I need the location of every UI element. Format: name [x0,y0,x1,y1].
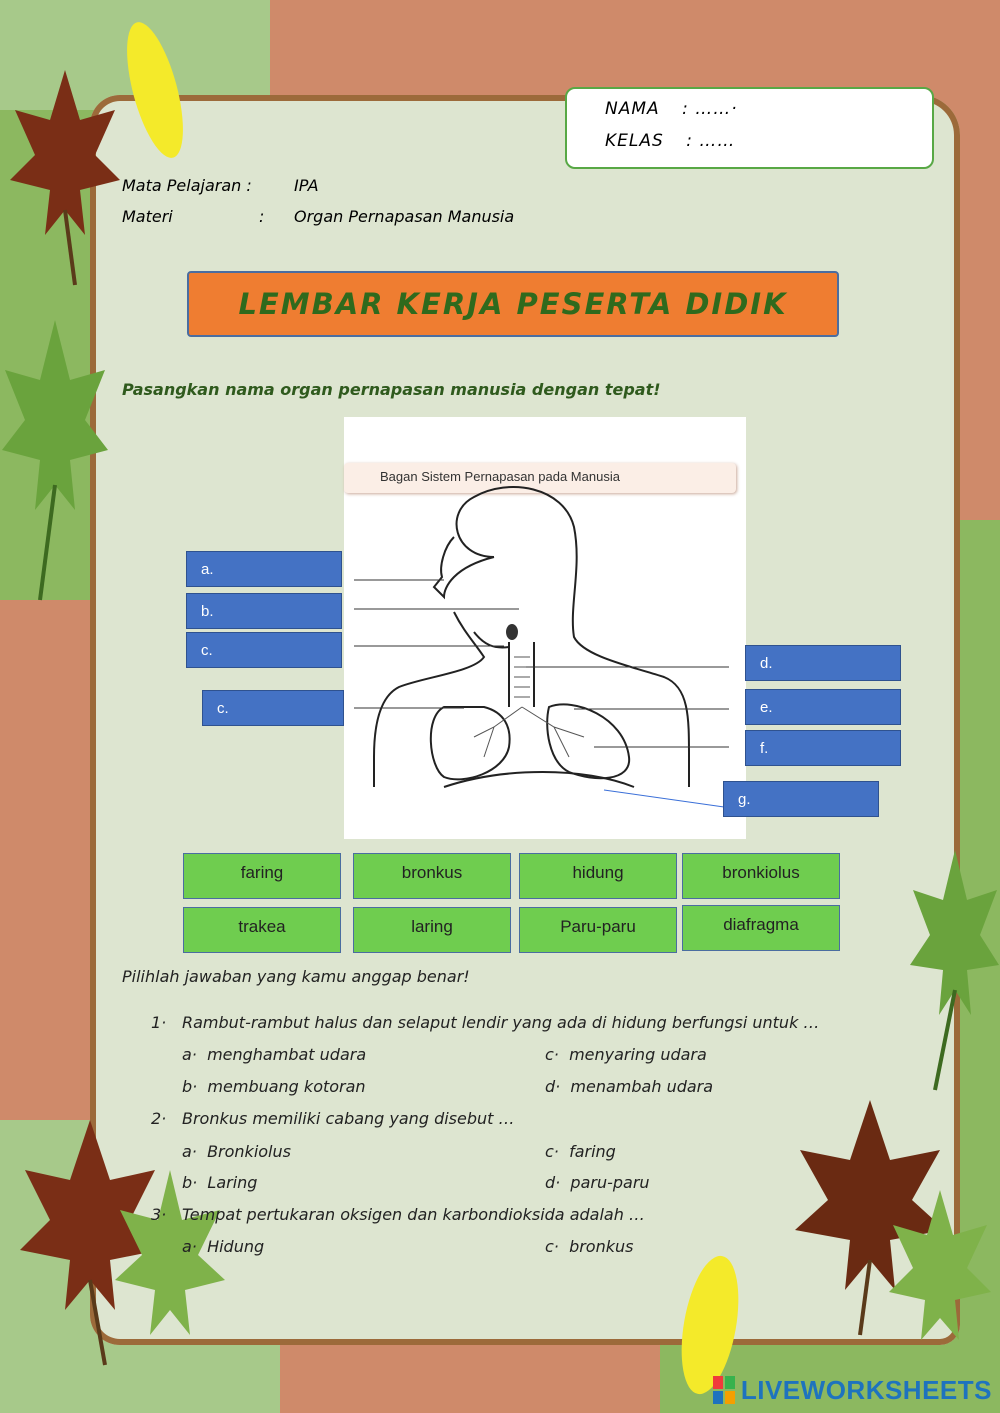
option-text: Laring [207,1173,258,1192]
choice-hidung[interactable]: hidung [519,853,677,899]
green-leaf-icon [905,840,1000,1100]
question-1-option-d[interactable] [545,1077,713,1096]
question-1-option-a[interactable] [182,1045,366,1064]
option-text: paru-paru [570,1173,650,1192]
liveworksheets-badge-icon [713,1376,737,1404]
answer-slot-f[interactable]: f. [745,730,901,766]
option-text: menambah udara [570,1077,714,1096]
choose-instruction: Pilihlah jawaban yang kamu anggap benar! [122,967,470,986]
green-leaf-icon [0,310,110,610]
question-3-text: Tempat pertukaran oksigen dan karbondioksida adalah … [182,1205,645,1224]
maple-leaf-icon [5,60,125,290]
question-2-option-d[interactable] [545,1173,650,1192]
question-3-option-a[interactable] [182,1237,264,1256]
question-2-text: Bronkus memiliki cabang yang disebut … [182,1109,515,1128]
title-banner [187,271,839,337]
option-key: c· [545,1237,559,1256]
question-3-option-c[interactable] [545,1237,633,1256]
green-leaf-icon [885,1180,995,1380]
option-text: Bronkiolus [207,1142,291,1161]
background-patch [0,600,100,1120]
answer-slot-c[interactable]: c. [186,632,342,668]
question-2-option-b[interactable] [182,1173,257,1192]
green-leaf-icon [110,1160,230,1380]
option-text: membuang kotoran [207,1077,366,1096]
yellow-leaf-icon [120,15,190,165]
option-key: b· [182,1077,198,1096]
question-2-option-c[interactable] [545,1142,616,1161]
subject-value: IPA [294,176,319,195]
nama-value[interactable]: : ……· [682,99,738,119]
body-outline-illustration [344,417,746,839]
question-1-number: 1· [151,1013,167,1032]
option-key: c· [545,1142,559,1161]
page-title: LEMBAR KERJA PESERTA DIDIK [238,287,788,321]
answer-slot-c-second[interactable]: c. [202,690,344,726]
choice-faring[interactable]: faring [183,853,341,899]
option-key: a· [182,1237,197,1256]
kelas-label: KELAS [605,131,664,151]
answer-slot-e[interactable]: e. [745,689,901,725]
choice-trakea[interactable]: trakea [183,907,341,953]
brand-name: LIVEWORKSHEETS [740,1374,992,1405]
choice-laring[interactable]: laring [353,907,511,953]
material-value: Organ Pernapasan Manusia [294,207,515,226]
option-text: menghambat udara [207,1045,367,1064]
diagram-title: Bagan Sistem Pernapasan pada Manusia [380,469,620,484]
respiratory-diagram [344,417,746,839]
choice-bronkus[interactable]: bronkus [353,853,511,899]
option-key: b· [182,1173,198,1192]
option-key: a· [182,1142,197,1161]
answer-slot-b[interactable]: b. [186,593,342,629]
material-colon: : [259,207,265,226]
question-2-option-a[interactable] [182,1142,291,1161]
option-text: Hidung [207,1237,265,1256]
question-1-text: Rambut-rambut halus dan selaput lendir yang ada di hidung berfungsi untuk … [182,1013,820,1032]
option-key: c· [545,1045,559,1064]
question-2-number: 2· [151,1109,167,1128]
option-text: menyaring udara [569,1045,707,1064]
choice-paru-paru[interactable]: Paru-paru [519,907,677,953]
choice-diafragma[interactable]: diafragma [682,905,840,951]
question-3-number: 3· [151,1205,167,1224]
kelas-value[interactable]: : …… [686,131,736,151]
question-1-option-c[interactable] [545,1045,707,1064]
option-key: a· [182,1045,197,1064]
answer-slot-d[interactable]: d. [745,645,901,681]
option-key: d· [545,1077,561,1096]
choice-bronkiolus[interactable]: bronkiolus [682,853,840,899]
option-key: d· [545,1173,561,1192]
question-1-option-b[interactable] [182,1077,366,1096]
subject-label: Mata Pelajaran : [122,176,252,195]
nama-label: NAMA [605,99,660,119]
liveworksheets-logo[interactable] [713,1373,992,1407]
name-class-box [565,87,934,169]
match-instruction: Pasangkan nama organ pernapasan manusia dengan tepat! [122,380,661,399]
answer-slot-a[interactable]: a. [186,551,342,587]
answer-slot-g[interactable]: g. [723,781,879,817]
option-text: faring [569,1142,616,1161]
material-label: Materi [122,207,173,226]
option-text: bronkus [569,1237,634,1256]
